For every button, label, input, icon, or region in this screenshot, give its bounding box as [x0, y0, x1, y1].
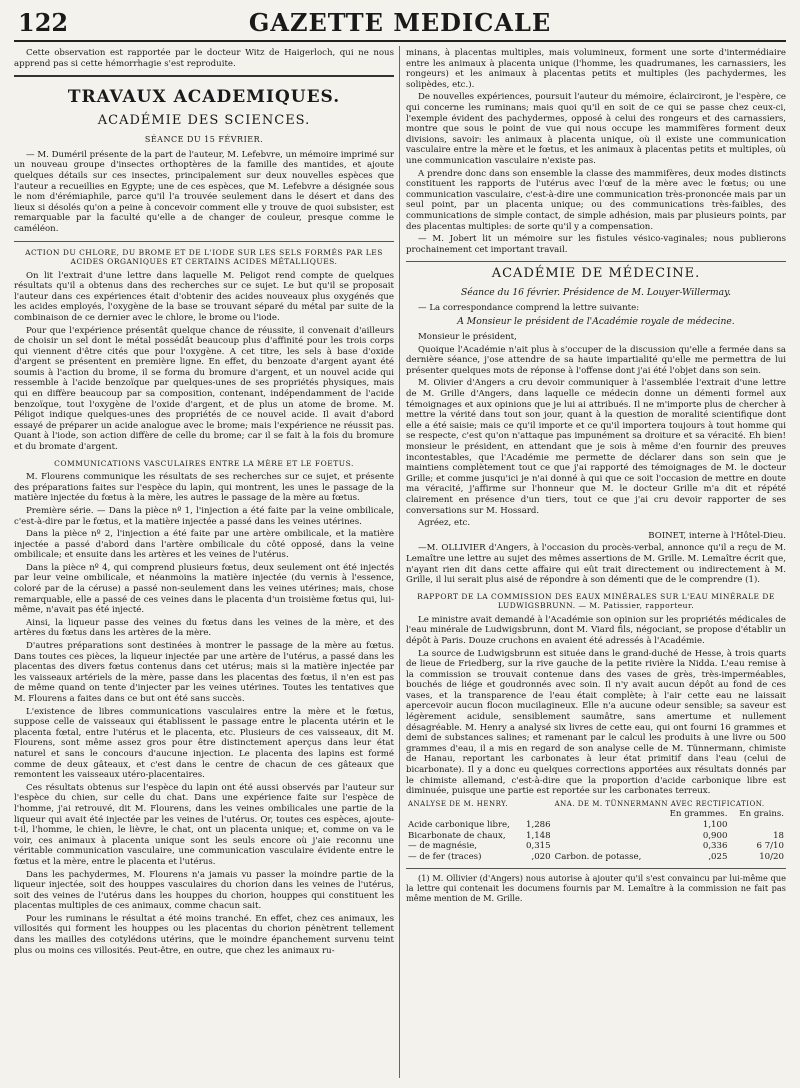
row-grains: 6 7/10 — [756, 841, 784, 852]
column-divider — [399, 46, 400, 1078]
row-label: — de magnésie, — [408, 841, 478, 852]
paragraph: — M. Duméril présente de la part de l'auteur, M. Lefebvre, un mémoire imprimé sur un nouveau groupe d'insectes orthoptères de la famille des mantides, et ajoute quelques détails sur ces insectes, principalement sur deux nouvelles espèces que l'auteur a recueillies en Egypte; une de ces espèces, que M. Lefebvre a désignée sous le nom d'érémiaphile, parce qu'il l'a trouvée seulement dans le désert et dans des lieux si désolés qu'on a peine à concevoir comment elle y trouve de quoi subsister, est remarquable par la faculté qu'elle a de changer de couleur, presque comme le caméléon. — [14, 149, 394, 234]
paragraph: Première série. — Dans la pièce nº 1, l'injection a été faite par la veine ombilicale, c'est-à-dire par le fœtus, et la matière injectée a passé dans les veines utérines. — [14, 505, 394, 527]
paragraph: — La correspondance comprend la lettre suivante: — [418, 302, 640, 313]
row-tunnermann: 0,900 — [702, 830, 728, 841]
session-line: Séance du 16 février. Présidence de M. Louyer-Willermay. — [460, 287, 732, 299]
paragraph: —M. OLLIVIER d'Angers, à l'occasion du procès-verbal, annonce qu'il a reçu de M. Lemaître une lettre au sujet des mêmes assertions de M. Grille. M. Lemaître écrit que, n'ayant rien dit dans cette affaire qui eût trait directement ou indirectement à M. Grille, il lui serait plus aisé de répondre à son démenti que de le comprendre (1). — [406, 543, 786, 586]
table-row — [406, 820, 786, 831]
row-henry: 1,286 — [526, 820, 551, 830]
letter-signature: BOINET, interne à l'Hôtel-Dieu. — [648, 530, 786, 541]
table-header-henry: ANALYSE DE M. HENRY. — [408, 799, 509, 808]
row-label: Bicarbonate de chaux, — [408, 830, 506, 841]
row-henry: 1,148 — [526, 830, 551, 841]
paragraph: Pour les ruminans le résultat a été moins tranché. En effet, chez ces animaux, les villosités qui forment les houppes ou les placentas du chorion pénètrent tellement dans les mailles des cotylédons utérins, que le moindre épanchement survenu teint plus ou moins ces villosités. Peut-être, en outre, que chez les animaux ru- — [14, 913, 394, 956]
paragraph: Dans les pachydermes, M. Flourens n'a jamais vu passer la moindre partie de la liqueur injectée, soit des houppes vasculaires du chorion dans les veines de l'utérus, soit des veines de l'utérus dans les houppes du chorion, houppes qui constituent les placentas multiples de ces animaux, comme chacun sait. — [14, 869, 394, 912]
section-rule — [14, 75, 394, 77]
row-henry: ,020 — [531, 851, 551, 862]
paragraph: Quoique l'Académie n'ait plus à s'occuper de la discussion qu'elle a fermée dans sa dernière séance, j'ose attendre de sa haute impartialité qu'elle me permettra de lui présenter quelques mots de réponse à l'offense dont j'ai été l'objet dans son sein. — [406, 344, 786, 376]
page-number: 122 — [18, 8, 69, 37]
paragraph: Dans la pièce nº 4, qui comprend plusieurs fœtus, deux seulement ont été injectés par leur veine ombilicale, et néanmoins la matière injectée (du vernis à l'essence, coloré par de la céruse) a passé non-seulement dans les veines utérines; mais, chose remarquable, elle a passé de ces veines dans le placenta d'un troisième fœtus qui, lui-même, n'avait pas été injecté. — [14, 562, 394, 616]
article-heading: RAPPORT DE LA COMMISSION DES EAUX MINÉRALES SUR L'EAU MINÉRALE DE LUDWIGSBRUNN. — M. Patissier, rapporteur. — [417, 591, 775, 611]
row-grains: 10/20 — [759, 851, 784, 862]
paragraph: De nouvelles expériences, poursuit l'auteur du mémoire, éclairciront, je l'espère, ce qui concerne les ruminans; mais quoi qu'il en soit de ce qui se passe chez ceux-ci, l'exemple évident des pachydermes, opposé à celui des rongeurs et des carnassiers, montre que sous le point de vue qui nous occupe les mammifères forment deux divisions, savoir: les animaux à placenta unique, où il existe une communication vasculaire entre la mère et le fœtus, et les animaux à placentas petits et multiples, où une communication vasculaire n'existe pas. — [406, 92, 786, 166]
row-label2: Carbon. de potasse, — [554, 851, 642, 862]
unit-grains: En grains. — [739, 809, 784, 820]
table-row — [406, 831, 786, 842]
footnote: (1) M. Ollivier (d'Angers) nous autorise à ajouter qu'il s'est convaincu par lui-même que la lettre qui contenait les documens fournis par M. Lemaître à la commission ne fait pas même mention de M. Grille. — [406, 873, 786, 904]
letter-salutation: Monsieur le président, — [418, 332, 517, 343]
row-henry: 0,315 — [526, 841, 551, 852]
row-tunnermann: 1,100 — [702, 820, 728, 830]
row-label: — de fer (traces) — [408, 851, 482, 862]
left-column — [14, 48, 394, 958]
article-heading: COMMUNICATIONS VASCULAIRES ENTRE LA MÈRE ET LE FOETUS. — [54, 458, 354, 468]
analysis-table — [406, 799, 786, 863]
paragraph: D'autres préparations sont destinées à montrer le passage de la mère au fœtus. Dans toutes ces pièces, la liqueur injectée par une artère de l'utérus, a passé dans les placentas des divers fœtus contenus dans cet utérus; mais si la matière injectée par les vaisseaux artériels de la mère, passe dans les placentas des fœtus, il n'en est pas de même quand on tente d'injecter par les veines utérines. Toutes les tentatives que M. Flourens a faites dans ce but ont été sans succès. — [14, 641, 394, 704]
paragraph: M. Olivier d'Angers a cru devoir communiquer à l'assemblée l'extrait d'une lettre de M. Grille d'Angers, dans laquelle ce médecin donne un démenti formel aux témoignages et aux opinions que je lui ai attribués. Il ne m'importe plus de chercher à mettre la vérité dans tout son jour, quant à la question de moralité scientifique dont elle a été saisie; mais ce qu'il importe et ce qu'il importera toujours à tout homme qui se respecte, c'est qu'on n'attaque pas impunément sa droiture et sa véracité. Eh bien! monsieur le président, en attendant que je sois à même d'en fournir des preuves incontestables, que l'Académie me permette de déclarer dans son sein que je maintiens complètement tout ce que j'ai rapporté des témoignages de M. le docteur Grille; et comme jusqu'ici je n'ai donné à qui que ce soit l'occasion de mettre en doute ma véracité, j'affirme sur l'honneur que M. le docteur Grille m'a dit et répété clairement en présence d'un tiers, tout ce que j'ai cru devoir rapporter de ses conversations sur M. Hossard. — [406, 378, 786, 516]
table-header-tunnermann: ANA. DE M. TÜNNERMANN AVEC RECTIFICATION. — [554, 799, 765, 808]
row-label2 — [553, 820, 658, 831]
row-label: Acide carbonique libre, — [408, 820, 510, 830]
newspaper-page — [14, 6, 786, 1082]
section-title: TRAVAUX ACADEMIQUES. — [67, 87, 341, 108]
paragraph: On lit l'extrait d'une lettre dans laquelle M. Peligot rend compte de quelques résultats qu'il a obtenus dans des recherches sur ce sujet. Le but qu'il se proposait l'auteur dans ces expériences était d'obtenir des acides nouveaux plus oxygénés que les acides employés, l'oxygène de la base se trouvant séparé du métal par suite de la combinaison de ce dernier avec le chlore, le brome ou l'iode. — [14, 270, 394, 323]
article-rule — [14, 241, 394, 242]
row-tunnermann: ,025 — [708, 851, 728, 862]
table-row — [406, 841, 786, 852]
row-label2 — [553, 841, 658, 852]
letter-address: A Monsieur le président de l'Académie royale de médecine. — [457, 316, 735, 328]
right-column — [406, 48, 786, 905]
row-label2 — [553, 831, 658, 842]
paragraph: Le ministre avait demandé à l'Académie son opinion sur les propriétés médicales de l'eau minérale de Ludwigsbrunn, dont M. Viard fils, négociant, se propose d'établir un dépôt à Paris. Douze cruchons en avaient été adressés à l'Académie. — [406, 614, 786, 646]
paragraph: A prendre donc dans son ensemble la classe des mammifères, deux modes distincts constituent les rapports de l'utérus avec l'œuf de la mère avec le fœtus; ou une communication vasculaire, c'est-à-dire une communication très-prononcée mais par un seul point, par un placenta unique; ou des communications très-faibles, des communications de simple contact, de simple adhésion, mais par plusieurs points, par des placentas multiples: de sorte qu'il y a compensation. — [406, 168, 786, 232]
letter-closing: Agréez, etc. — [418, 518, 471, 529]
paragraph: — M. Jobert lit un mémoire sur les fistules vésico-vaginales; nous publierons prochainement cet important travail. — [406, 234, 786, 255]
session-date: SÉANCE DU 15 FÉVRIER. — [144, 135, 264, 145]
row-tunnermann: 0,336 — [702, 841, 728, 852]
article-heading: ACTION DU CHLORE, DU BROME ET DE L'IODE SUR LES SELS FORMÉS PAR LES ACIDES ORGANIQUES ET CERTAINS ACIDES MÉTALLIQUES. — [25, 247, 383, 267]
subsection-title: ACADÉMIE DES SCIENCES. — [97, 113, 311, 129]
footnote-rule — [406, 868, 786, 869]
paragraph: L'existence de libres communications vasculaires entre la mère et le fœtus, suppose celle de vaisseaux qui établissent le passage entre le placenta utérin et le placenta fœtal, entre l'utérus et le placenta, etc. Plusieurs de ces vaisseaux, dit M. Flourens, sont même assez gros pour être distinctement aperçus dans leur état naturel et sans le concours d'aucune injection. Le placenta des lapins est formé comme de deux gâteaux, et c'est dans le centre de chacun de ces gâteaux que remontent les vaisseaux utéro-placentaires. — [14, 706, 394, 781]
row-grains — [729, 820, 786, 831]
page-header — [14, 6, 786, 42]
section-rule — [406, 261, 786, 262]
journal-title: GAZETTE MEDICALE — [248, 8, 552, 37]
paragraph: Ainsi, la liqueur passe des veines du fœtus dans les veines de la mère, et des artères du fœtus dans les artères de la mère. — [14, 617, 394, 639]
paragraph: Pour que l'expérience présentât quelque chance de réussite, il convenait d'ailleurs de choisir un sel dont le métal possédât beaucoup plus d'affinité pour les trois corps qui viennent d'être cités que pour l'oxygène. A cet titre, les sels à base d'oxide d'argent se présentent en première ligne. En effet, du benzoate d'argent ayant été soumis à l'action du brome, il se forma du bromure d'argent, et un nouvel acide qui ressemble à l'acide benzoïque par quelques-unes de ses propriétés physiques, mais qui en diffère beaucoup par sa composition, contenant, indépendamment de l'acide benzoïque, tout l'oxygène de l'oxide d'argent, et de plus un atome de brome. M. Péligot indique quelques-unes des propriétés de ce nouvel acide. Il avait d'abord essayé de préparer un acide analogue avec le brome; mais l'expérience ne réussit pas. Quant à l'iode, son action diffère de celle du brome; car il se fait à la fois du bromure et du bromate d'argent. — [14, 325, 394, 453]
paragraph: minans, à placentas multiples, mais volumineux, forment une sorte d'intermédiaire entre les animaux à placenta unique (l'homme, les quadrumanes, les carnassiers, les rongeurs) et les animaux à placentas petits et multiples (les pachydermes, les solipèdes, etc.). — [406, 48, 786, 90]
table-row — [406, 852, 786, 863]
academie-medecine-title: ACADÉMIE DE MÉDECINE. — [491, 266, 701, 282]
paragraph: M. Flourens communique les résultats de ses recherches sur ce sujet, et présente des préparations faites sur l'espèce du lapin, qui montrent, les unes le passage de la matière injectée du fœtus à la mère, les autres le passage de la mère au fœtus. — [14, 472, 394, 504]
paragraph: La source de Ludwigsbrunn est située dans le grand-duché de Hesse, à trois quarts de lieue de Friedberg, sur la rive gauche de la petite rivière la Nidda. L'eau remise à la commission se trouvait contenue dans des vases de grès, très-imperméables, bouchés de liége et goudronnés avec soin. Il n'y avait aucun dépôt au fond de ces vases, et la transparence de l'eau était complète; à l'air cette eau ne laissait apercevoir aucun flocon mucilagineux. Elle n'a aucune odeur sensible; sa saveur est légèrement acidule, sensiblement saumâtre, sans amertume et nullement désagréable. M. Henry a analysé six livres de cette eau, qui ont fourni 16 grammes et demi de substances salines; et ramenant par le calcul les produits à une livre ou 500 grammes d'eau, il a mis en regard de son analyse celle de M. Tünnermann, chimiste de Hanau, reportant les carbonates à leur état primitif dans l'eau (celui de bicarbonate). Il y a donc eu quelques corrections apportées aux résultats donnés par le chimiste allemand, c'est-à-dire que la proportion d'acide carbonique libre est diminuée, puisque une partie est reportée sur les carbonates terreux. — [406, 648, 786, 797]
paragraph: Dans la pièce nº 2, l'injection a été faite par une artère ombilicale, et la matière injectée a passé d'abord dans l'artère ombilicale du côté opposé, dans la veine ombilicale; et ensuite dans les artères et les veines de l'utérus. — [14, 529, 394, 561]
paragraph: Ces résultats obtenus sur l'espèce du lapin ont été aussi observés par l'auteur sur l'espèce du chien, sur celle du chat. Dans une expérience faite sur l'espèce de l'homme, j'ai retrouvé, dit M. Flourens, dans les veines ombilicales une partie de la liqueur qui avait été injectée par les veines de l'utérus. Or, toutes ces espèces, ajoute-t-il, l'homme, le chien, le lièvre, le chat, ont un placenta unique; et, comme on va le voir, ces animaux à placenta unique sont les seuls encore où j'aie reconnu une véritable communication vasculaire, une communication vasculaire évidente entre le fœtus et la mère, entre le placenta et l'utérus. — [14, 782, 394, 867]
intro-paragraph: Cette observation est rapportée par le docteur Witz de Haigerloch, qui ne nous apprend pas si cette hémorrhagie s'est reproduite. — [14, 48, 394, 69]
unit-grammes: En grammes. — [669, 809, 728, 820]
row-grains: 18 — [773, 830, 784, 841]
